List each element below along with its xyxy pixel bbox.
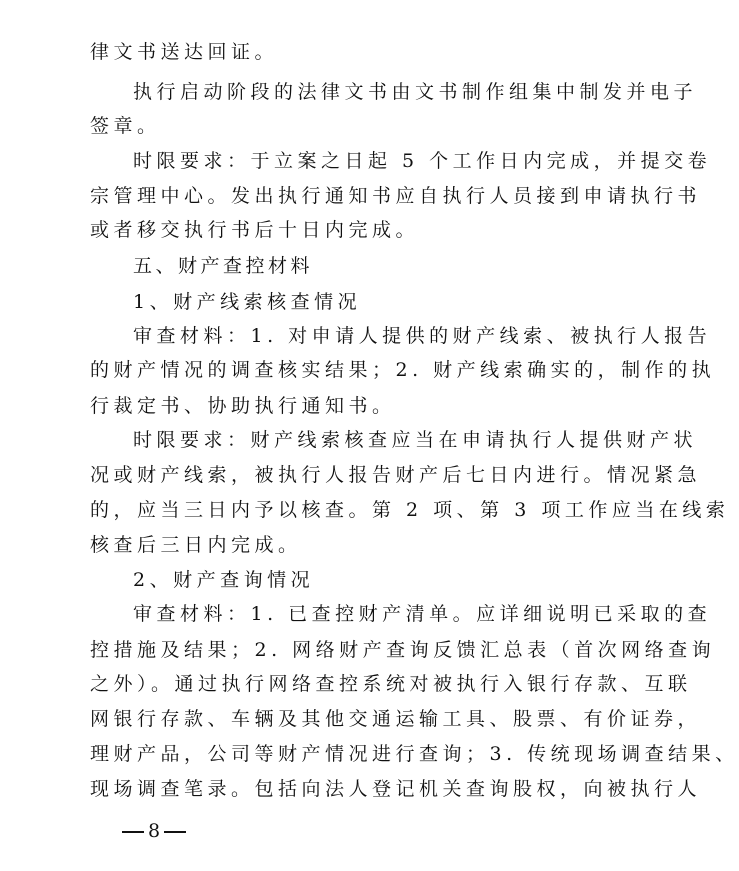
- text-line: 执行启动阶段的法律文书由文书制作组集中制发并电子: [133, 81, 698, 103]
- dash-left: [122, 831, 144, 833]
- text-line: 审查材料：1. 对申请人提供的财产线索、被执行人报告: [133, 325, 712, 347]
- text-line: 的，应当三日内予以核查。第 2 项、第 3 项工作应当在线索: [90, 499, 730, 521]
- dash-right: [164, 831, 186, 833]
- page-number: [118, 816, 190, 846]
- text-line: 现场调查笔录。包括向法人登记机关查询股权，向被执行人: [90, 778, 702, 800]
- page-number-value: 8: [148, 820, 161, 842]
- text-line: 行裁定书、协助执行通知书。: [90, 395, 396, 417]
- text-line: 理财产品，公司等财产情况进行查询；3. 传统现场调查结果、: [90, 743, 739, 765]
- subsection-heading: 2、财产查询情况: [133, 569, 315, 591]
- text-line: 时限要求：财产线索核查应当在申请执行人提供财产状: [133, 429, 698, 451]
- text-line: 宗管理中心。发出执行通知书应自执行人员接到申请执行书: [90, 185, 702, 207]
- text-line: 签章。: [90, 115, 161, 137]
- subsection-heading: 1、财产线索核查情况: [133, 291, 362, 313]
- text-line: 网银行存款、车辆及其他交通运输工具、股票、有价证券，: [90, 708, 702, 730]
- text-line: 之外）。通过执行网络查控系统对被执行入银行存款、互联: [90, 673, 692, 695]
- text-line: 或者移交执行书后十日内完成。: [90, 219, 420, 241]
- section-heading: 五、财产查控材料: [133, 255, 314, 277]
- text-line: 核查后三日内完成。: [90, 534, 302, 556]
- text-line: 时限要求：于立案之日起 5 个工作日内完成，并提交卷: [133, 150, 712, 172]
- text-line: 况或财产线索，被执行人报告财产后七日内进行。情况紧急: [90, 464, 702, 486]
- text-line: 控措施及结果；2. 网络财产查询反馈汇总表（首次网络查询: [90, 639, 716, 661]
- text-line: 的财产情况的调查核实结果；2. 财产线索确实的，制作的执: [90, 359, 716, 381]
- text-line: 律文书送达回证。: [90, 41, 279, 63]
- text-line: 审查材料：1. 已查控财产清单。应详细说明已采取的查: [133, 603, 712, 625]
